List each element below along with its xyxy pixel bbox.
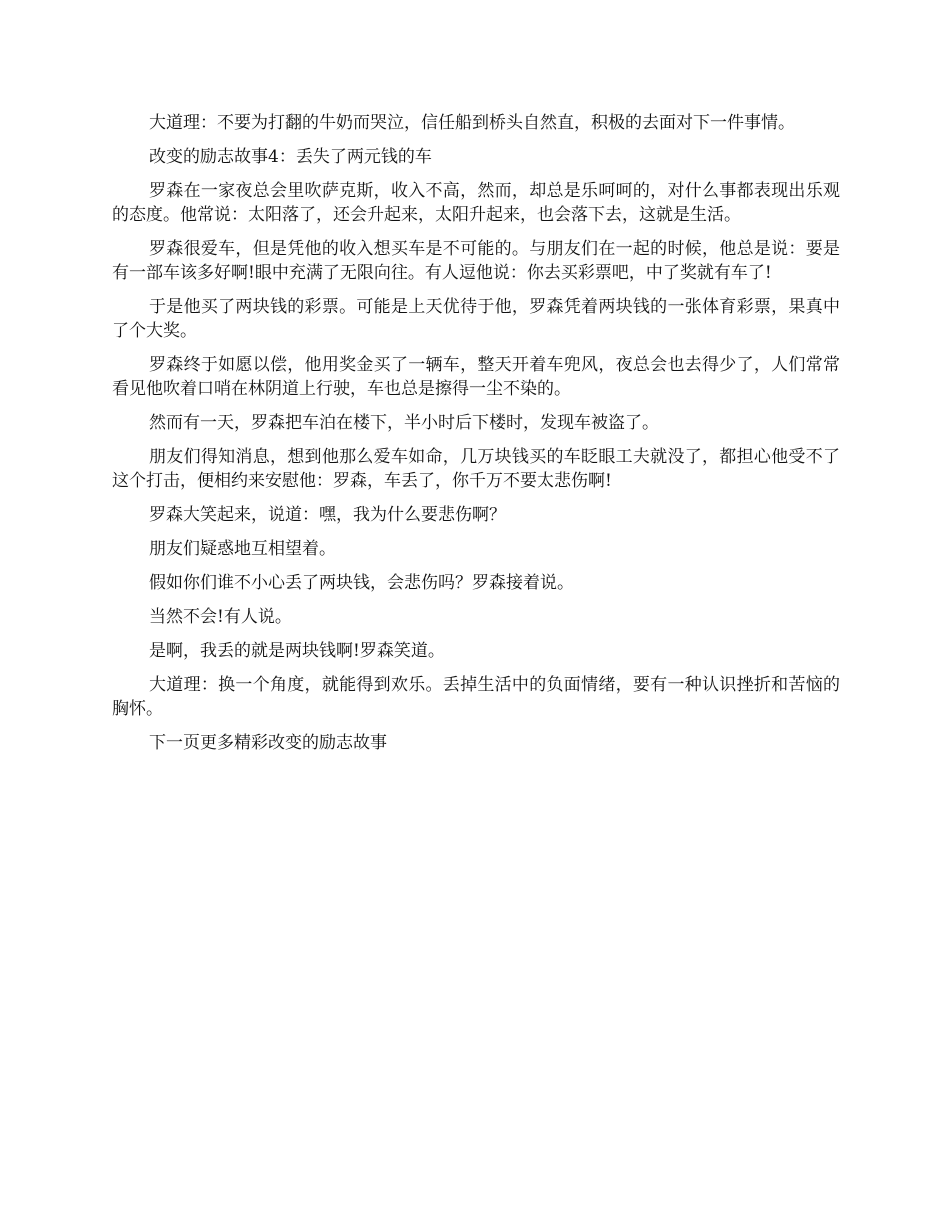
story-paragraph: 当然不会!有人说。	[149, 607, 292, 627]
article-body	[112, 111, 840, 765]
next-page-text: 下一页更多精彩改变的励志故事	[149, 733, 387, 753]
story-paragraph: 朋友们得知消息，想到他那么爱车如命，几万块钱买的车眨眼工夫就没了，都担心他受不了这个打击，便相约来安慰他：罗森，车丢了，你千万不要太悲伤啊!	[112, 447, 840, 491]
story-paragraph: 假如你们谁不小心丢了两块钱，会悲伤吗？罗森接着说。	[149, 573, 574, 593]
story-paragraph: 是啊，我丢的就是两块钱啊!罗森笑道。	[149, 641, 445, 661]
story-paragraph: 罗森在一家夜总会里吹萨克斯，收入不高，然而，却总是乐呵呵的，对什么事都表现出乐观的态度。他常说：太阳落了，还会升起来，太阳升起来，也会落下去，这就是生活。	[112, 181, 840, 225]
story-paragraph: 罗森大笑起来，说道：嘿，我为什么要悲伤啊？	[149, 505, 506, 525]
story-paragraph: 然而有一天，罗森把车泊在楼下，半小时后下楼时，发现车被盗了。	[149, 413, 659, 433]
moral-paragraph-1: 大道理：不要为打翻的牛奶而哭泣，信任船到桥头自然直，积极的去面对下一件事情。	[149, 113, 795, 133]
story-paragraph: 于是他买了两块钱的彩票。可能是上天优待于他，罗森凭着两块钱的一张体育彩票，果真中了个大奖。	[112, 297, 840, 341]
story-paragraph: 罗森很爱车，但是凭他的收入想买车是不可能的。与朋友们在一起的时候，他总是说：要是有一部车该多好啊!眼中充满了无限向往。有人逗他说：你去买彩票吧，中了奖就有车了!	[112, 239, 840, 283]
moral-paragraph-2: 大道理：换一个角度，就能得到欢乐。丢掉生活中的负面情绪，要有一种认识挫折和苦恼的胸怀。	[112, 675, 840, 719]
story-heading: 改变的励志故事4：丢失了两元钱的车	[149, 147, 432, 167]
story-paragraph: 朋友们疑惑地互相望着。	[149, 539, 336, 559]
story-paragraph: 罗森终于如愿以偿，他用奖金买了一辆车，整天开着车兜风，夜总会也去得少了，人们常常看见他吹着口哨在林阴道上行驶，车也总是擦得一尘不染的。	[112, 355, 840, 399]
